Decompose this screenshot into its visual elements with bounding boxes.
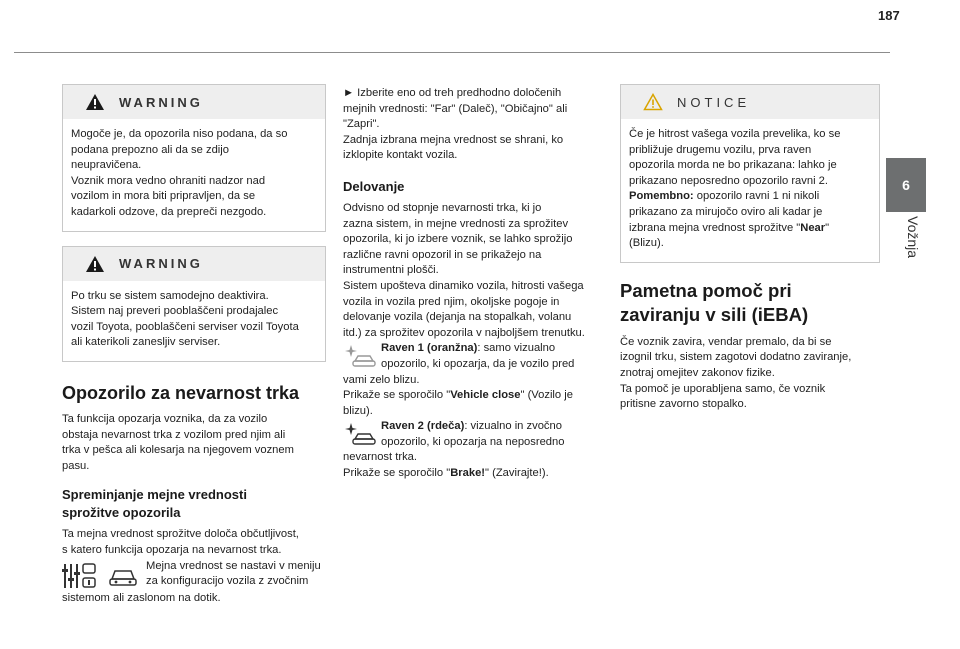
- near-bold: Near: [800, 221, 826, 234]
- warning-text: ali katerikoli zanesljiv serviser.: [71, 336, 221, 349]
- notice-text: Če je hitrost vašega vozila prevelika, ko se: [629, 128, 841, 140]
- collision-alert-icon: [343, 343, 377, 369]
- level-1-line: opozorilo, ki opozarja, da je vozilo pred: [381, 357, 575, 370]
- operation-text: itd.) za sprožitev opozorila v najboljšem trenutku.: [343, 326, 585, 339]
- notice-header: [621, 85, 879, 119]
- ieba-text: znotraj omejitev zakonov fizike.: [620, 366, 775, 379]
- settings-instruction: [62, 559, 326, 591]
- warning-body: [63, 281, 325, 361]
- warning-text: Sistem naj preveri pooblaščeni prodajalec: [71, 305, 279, 318]
- warning-title: WARNING: [119, 256, 203, 272]
- message-text: " (Vozilo je: [520, 389, 573, 402]
- warning-text: vozilom in mora biti pripravljen, da se: [71, 190, 256, 203]
- intro-text: trka v pešca ali kolesarja na njegovem voznem: [62, 444, 294, 457]
- level-2-line: opozorilo, ki opozarja na neposredno: [381, 435, 565, 448]
- column-3: [620, 84, 880, 413]
- warning-box-2: [62, 246, 326, 362]
- operation-text: instrumentni plošči.: [343, 264, 439, 277]
- notice-text: prikazano za mirujočo oviro ali kadar je: [629, 205, 823, 218]
- level-2-message: [343, 466, 605, 482]
- warning-box-1: [62, 84, 326, 232]
- warning-text: Voznik mora vedno ohraniti nadzor nad: [71, 174, 266, 187]
- vehicle-icon: [106, 561, 140, 591]
- notice-text: (Blizu).: [629, 237, 664, 250]
- important-text: opozorilo ravni 1 ni nikoli: [693, 190, 820, 203]
- column-1: [62, 84, 326, 606]
- intro-text: obstaja nevarnost trka z vozilom pred njim ali: [62, 428, 286, 441]
- level-1-line: [343, 341, 605, 357]
- ieba-text: Ta pomoč je uporabljena samo, če voznik: [620, 382, 826, 395]
- notice-text: približuje drugemu vozilu, prva raven: [629, 143, 812, 156]
- section-heading: [620, 279, 880, 327]
- operation-text: Sistem upošteva dinamiko vozila, hitrosti vašega: [343, 279, 584, 292]
- select-text: izklopite kontakt vozila.: [343, 149, 458, 162]
- warning-triangle-icon: [85, 93, 105, 111]
- level-2: [343, 419, 605, 481]
- level-2-label: Raven 2 (rdeča): [381, 420, 465, 433]
- important-label: Pomembno:: [629, 190, 694, 203]
- settings-tail: sistemom ali zaslonom na dotik.: [62, 591, 221, 604]
- notice-body: [621, 119, 879, 262]
- warning-text: podana prepozno ali da se zdijo: [71, 143, 229, 156]
- section-heading: Opozorilo za nevarnost trka: [62, 382, 300, 403]
- select-text: Zadnja izbrana mejna vrednost se shrani, ko: [343, 133, 564, 146]
- level-1-line: blizu).: [343, 404, 373, 417]
- message-bold: Brake!: [450, 467, 486, 480]
- select-text: ► Izberite eno od treh predhodno določenih: [343, 87, 562, 99]
- chapter-number: 6: [902, 177, 910, 193]
- notice-text-part: ": [825, 221, 830, 234]
- operation-text: zazna sistem, in mejne vrednosti za sprožitev: [343, 217, 569, 230]
- notice-triangle-icon: [643, 93, 663, 111]
- subheading: Delovanje: [343, 178, 405, 194]
- chapter-tab[interactable]: [886, 158, 926, 212]
- ieba-text: pritisne zavorno stopalko.: [620, 398, 747, 411]
- level-1-line: vami zelo blizu.: [343, 373, 420, 386]
- message-bold: Vehicle close: [450, 389, 521, 402]
- warning-header: [63, 85, 325, 119]
- notice-box: [620, 84, 880, 263]
- notice-text: [629, 221, 871, 237]
- notice-text-part: izbrana mejna vrednost sprožitve ": [629, 221, 801, 234]
- level-2-text: : vizualno in zvočno: [464, 420, 562, 433]
- settings-text-line: za konfiguracijo vozila z zvočnim: [146, 575, 309, 588]
- ieba-text: izognil trku, sistem zagotovi dodatno zaviranje,: [620, 351, 852, 364]
- warning-text: vozil Toyota, pooblaščeni serviser vozil Toyota: [71, 320, 299, 333]
- notice-important: [629, 189, 871, 205]
- warning-text: kadarkoli odzove, da prepreči nezgodo.: [71, 205, 267, 218]
- subheading: [62, 486, 326, 522]
- warning-text: Po trku se sistem samodejno deaktivira.: [71, 289, 269, 302]
- threshold-text: s katero funkcija opozarja na nevarnost trka.: [62, 543, 282, 556]
- header-rule: [14, 52, 890, 53]
- level-1: [343, 341, 605, 419]
- column-2: [343, 86, 605, 482]
- select-text: mejnih vrednosti: "Far" (Daleč), "Običajno" ali: [343, 102, 568, 115]
- message-text: Prikaže se sporočilo ": [343, 389, 451, 402]
- notice-text: opozorila morda ne bo prikazana: lahko je: [629, 159, 837, 172]
- heading-line: Pametna pomoč pri: [620, 279, 792, 301]
- intro-text: pasu.: [62, 459, 90, 472]
- message-text: Prikaže se sporočilo ": [343, 467, 451, 480]
- threshold-text: Ta mejna vrednost sprožitve določa občutljivost,: [62, 528, 299, 541]
- collision-alert-icon: [343, 421, 377, 447]
- message-text: " (Zavirajte!).: [485, 467, 549, 480]
- warning-body: [63, 119, 325, 231]
- intro-text: Ta funkcija opozarja voznika, da za vozilo: [62, 412, 268, 425]
- settings-text-line: Mejna vrednost se nastavi v meniju: [146, 559, 321, 572]
- operation-text: opozorila, ki jo izbere voznik, se lahko sprožijo: [343, 233, 573, 246]
- warning-header: [63, 247, 325, 281]
- level-1-message: [343, 388, 605, 404]
- page-number: 187: [878, 8, 900, 23]
- settings-icons: [62, 561, 140, 591]
- notice-title: NOTICE: [677, 94, 751, 110]
- warning-text: Mogoče je, da opozorila niso podana, da so: [71, 128, 288, 140]
- settings-text: [146, 559, 321, 590]
- chapter-label: Vožnja: [905, 216, 921, 259]
- operation-text: delovanje vozila (dejanja na stopalkah, volanu: [343, 311, 572, 324]
- select-text: "Zapri".: [343, 118, 380, 131]
- operation-text: različne ravni opozoril in se prikažejo na: [343, 248, 542, 261]
- level-2-line: nevarnost trka.: [343, 451, 417, 464]
- warning-text: neupravičena.: [71, 159, 142, 172]
- level-2-line: [343, 419, 605, 435]
- level-1-label: Raven 1 (oranžna): [381, 342, 478, 355]
- notice-text: prikazano neposredno opozorilo ravni 2.: [629, 174, 829, 187]
- ieba-text: Če voznik zavira, vendar premalo, da bi se: [620, 335, 832, 348]
- level-1-text: : samo vizualno: [477, 342, 556, 355]
- warning-triangle-icon: [85, 255, 105, 273]
- warning-title: WARNING: [119, 94, 203, 110]
- settings-icon: [62, 561, 98, 591]
- subheading-line: Spreminjanje mejne vrednosti: [62, 487, 247, 503]
- operation-text: Odvisno od stopnje nevarnosti trka, ki jo: [343, 201, 542, 214]
- heading-line: zaviranju v sili (iEBA): [620, 303, 809, 325]
- operation-text: vozila in vozila pred njim, okoljske pogoje in: [343, 295, 560, 308]
- subheading-line: sprožitve opozorila: [62, 505, 181, 521]
